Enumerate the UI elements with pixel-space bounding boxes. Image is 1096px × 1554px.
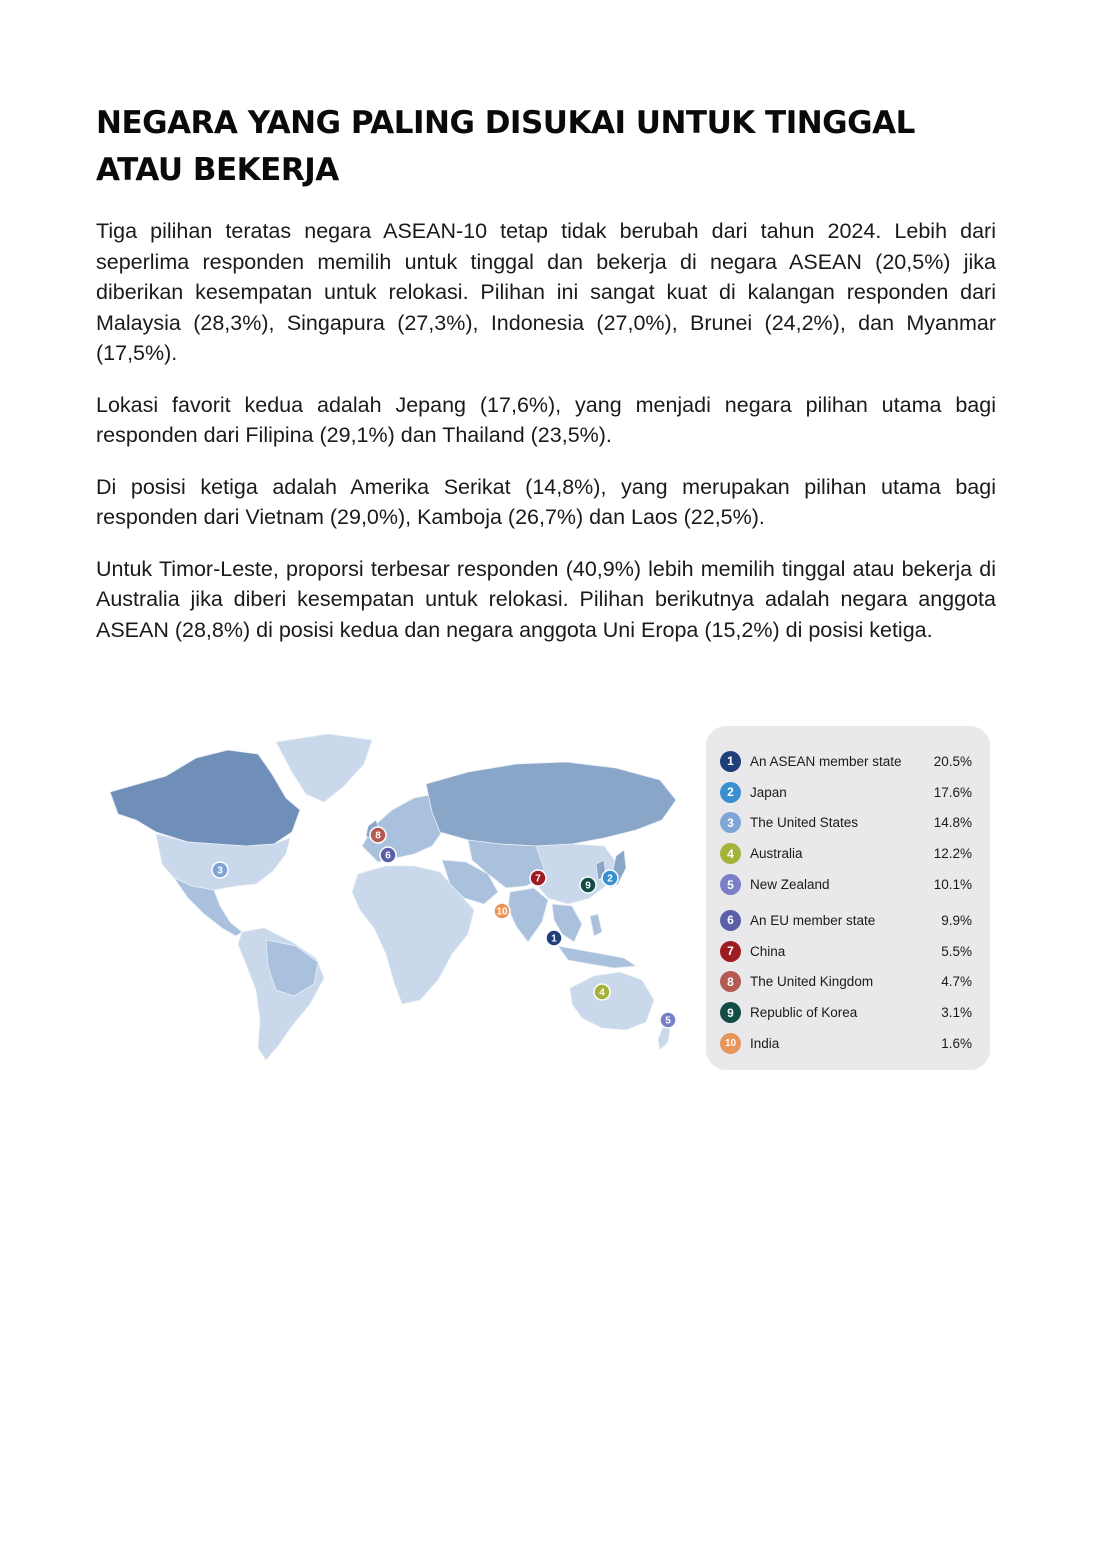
paragraph-asean: Tiga pilihan teratas negara ASEAN-10 tetap tidak berubah dari tahun 2024. Lebih dari seperlima responden memilih untuk tinggal dan bekerja di negara ASEAN (20,5%) jika diberikan kesempatan untuk relokasi. Pilihan ini sangat kuat di kalangan responden dari Malaysia (28,3%), Singapura (27,3%), Indonesia (27,0%), Brunei (24,2%), dan Myanmar (17,5%). <box>96 219 996 365</box>
legend-label: New Zealand <box>750 877 830 893</box>
legend-value: 14.8% <box>933 815 972 831</box>
paragraph-timor-leste: Untuk Timor-Leste, proporsi terbesar responden (40,9%) lebih memilih tinggal atau bekerja di Australia jika diberi kesempatan untuk relokasi. Pilihan berikutnya adalah negara anggota ASEAN (28,8%) di posisi kedua dan negara anggota Uni Eropa (15,2%) di posisi ketiga. <box>96 556 996 642</box>
legend-label: India <box>750 1036 780 1052</box>
legend-label: An EU member state <box>750 912 876 928</box>
legend-item <box>720 936 972 967</box>
map-india <box>508 888 548 942</box>
svg-text:6: 6 <box>385 850 391 862</box>
map-continents <box>110 734 676 1060</box>
legend-item <box>720 905 972 936</box>
map-pin-10 <box>494 903 510 919</box>
world-map <box>96 728 696 1068</box>
legend-value: 5.5% <box>941 943 972 959</box>
svg-text:3: 3 <box>217 865 223 877</box>
map-indonesia <box>558 946 636 968</box>
legend-rank-badge: 4 <box>720 843 741 864</box>
legend-value: 9.9% <box>941 912 972 928</box>
map-greenland <box>276 734 372 802</box>
legend-label: Republic of Korea <box>750 1005 858 1021</box>
legend-panel <box>706 726 990 1070</box>
map-canada <box>110 750 300 846</box>
map-pin-6 <box>380 847 396 863</box>
legend-label: An ASEAN member state <box>750 753 902 769</box>
map-pin-4 <box>594 984 610 1000</box>
map-pin-2 <box>602 870 618 886</box>
svg-text:5: 5 <box>665 1015 671 1027</box>
map-pin-5 <box>660 1012 676 1028</box>
map-pin-9 <box>580 877 596 893</box>
map-russia <box>426 762 676 846</box>
map-philippines <box>590 914 602 936</box>
svg-text:1: 1 <box>551 933 557 945</box>
legend-item <box>720 746 972 777</box>
legend-value: 12.2% <box>933 846 972 862</box>
legend-rank-badge: 6 <box>720 910 741 931</box>
legend-label: Australia <box>750 846 803 862</box>
legend-label: Japan <box>750 784 787 800</box>
legend-list <box>720 746 972 1059</box>
map-pin-8 <box>370 827 386 843</box>
legend-item <box>720 808 972 839</box>
legend-value: 10.1% <box>933 877 972 893</box>
svg-text:7: 7 <box>535 873 541 885</box>
legend-rank-badge: 10 <box>720 1033 741 1054</box>
legend-rank-badge: 2 <box>720 782 741 803</box>
legend-item <box>720 838 972 869</box>
legend-value: 4.7% <box>941 974 972 990</box>
map-pin-7 <box>530 870 546 886</box>
legend-value: 20.5% <box>933 753 972 769</box>
legend-item <box>720 869 972 900</box>
svg-text:9: 9 <box>585 880 591 892</box>
legend-rank-badge: 8 <box>720 971 741 992</box>
legend-rank-badge: 9 <box>720 1002 741 1023</box>
map-australia <box>570 972 654 1030</box>
body-text <box>96 216 996 666</box>
legend-label: The United Kingdom <box>750 974 874 990</box>
legend-rank-badge: 5 <box>720 874 741 895</box>
legend-item <box>720 997 972 1028</box>
legend-item <box>720 1028 972 1059</box>
svg-text:2: 2 <box>607 873 613 885</box>
legend-value: 3.1% <box>941 1005 972 1021</box>
legend-rank-badge: 1 <box>720 751 741 772</box>
paragraph-united-states: Di posisi ketiga adalah Amerika Serikat (14,8%), yang merupakan pilihan utama bagi responden dari Vietnam (29,0%), Kamboja (26,7%) dan Laos (22,5%). <box>96 474 996 529</box>
svg-text:4: 4 <box>599 987 605 999</box>
legend-item <box>720 777 972 808</box>
map-pin-3 <box>212 862 228 878</box>
legend-label: China <box>750 943 786 959</box>
legend-item <box>720 967 972 998</box>
paragraph-japan: Lokasi favorit kedua adalah Jepang (17,6%), yang menjadi negara pilihan utama bagi responden dari Filipina (29,1%) dan Thailand (23,5%). <box>96 392 996 447</box>
legend-value: 1.6% <box>941 1036 972 1052</box>
legend-value: 17.6% <box>933 784 972 800</box>
legend-rank-badge: 7 <box>720 941 741 962</box>
page-title: NEGARA YANG PALING DISUKAI UNTUK TINGGAL ATAU BEKERJA <box>96 105 915 188</box>
svg-text:10: 10 <box>496 906 508 918</box>
map-pin-1 <box>546 930 562 946</box>
legend-rank-badge: 3 <box>720 812 741 833</box>
svg-text:8: 8 <box>375 830 381 842</box>
legend-label: The United States <box>750 815 859 831</box>
